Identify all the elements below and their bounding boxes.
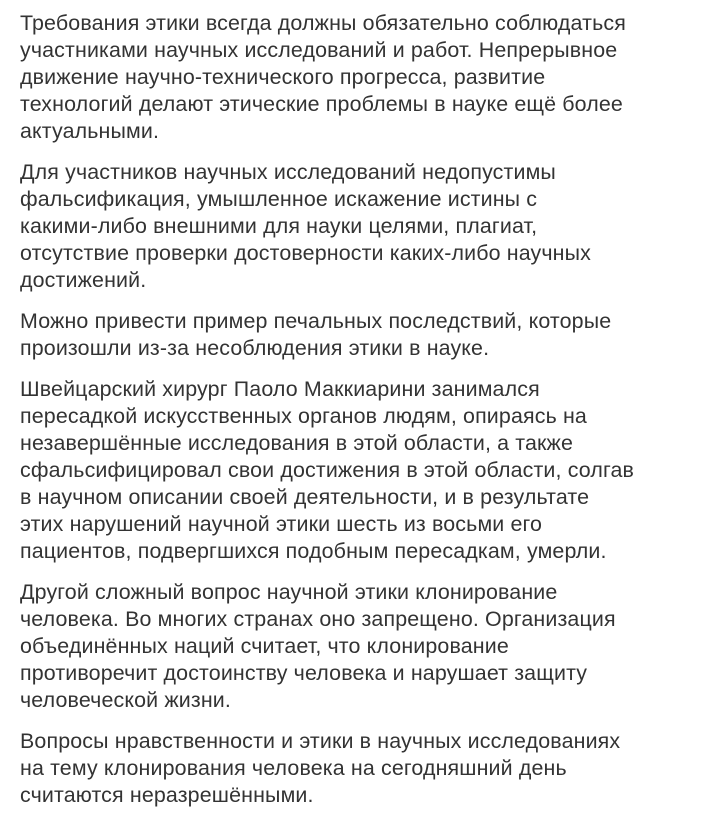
paragraph-unresolved-questions: Вопросы нравственности и этики в научных исследованиях на тему клонирования человека на сегодняшний день считаются неразрешёнными.: [20, 729, 621, 807]
paragraph-ethics-requirements: Требования этики всегда должны обязательно соблюдаться участниками научных исследований и работ. Непрерывное движение научно-технического прогресса, развитие технологий делают этические проблемы в науке ещё более актуальными.: [20, 11, 626, 143]
paragraph-consequences-intro: Можно привести пример печальных последствий, которые произошли из-за несоблюдения этики в науке.: [20, 309, 612, 360]
paragraph-macchiarini-case: Швейцарский хирург Паоло Маккиарини занимался пересадкой искусственных органов людям, опираясь на незавершённые исследования в этой области, а также сфальсифицировал свои достижения в этой области, солгав в научном описании своей деятельности, и в результате этих нарушений научной этики шесть из восьми его пациентов, подвергшихся подобным пересадкам, умерли.: [20, 377, 635, 563]
paragraph-human-cloning: Другой сложный вопрос научной этики клонирование человека. Во многих странах оно запрещено. Организация объединённых наций считает, что клонирование противоречит достоинству человека и нарушает защиту человеческой жизни.: [20, 580, 616, 712]
paragraph-unacceptable-practices: Для участников научных исследований недопустимы фальсификация, умышленное искажение истины с какими-либо внешними для науки целями, плагиат, отсутствие проверки достоверности каких-либо научных достижений.: [20, 160, 592, 292]
